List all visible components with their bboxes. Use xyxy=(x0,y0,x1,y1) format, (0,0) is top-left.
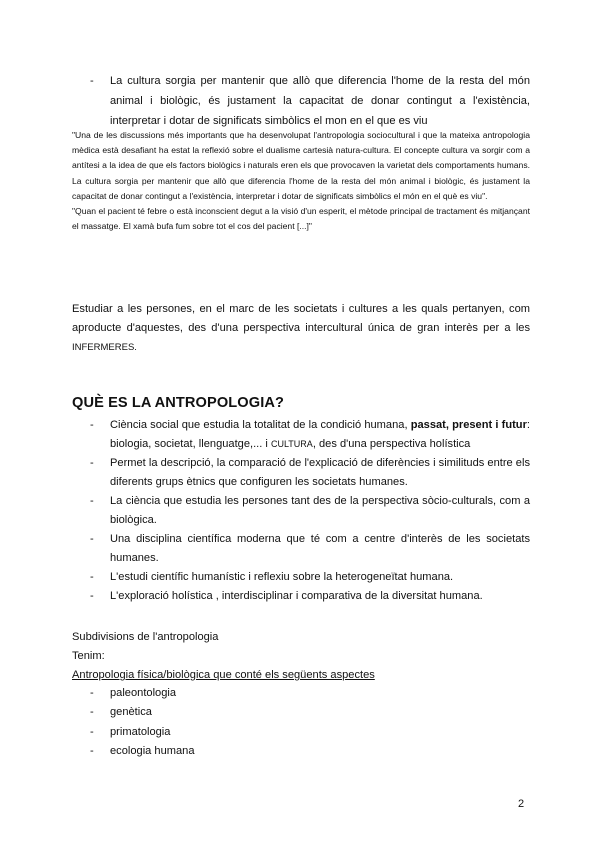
list-item xyxy=(90,568,530,587)
bullet-dash: - xyxy=(90,687,94,699)
definition-text: Permet la descripció, la comparació de l'explicació de diferències i similituds entre els diferents grups ètnics que configuren les societats humanes. xyxy=(110,457,530,488)
top-bullet-list xyxy=(90,71,530,131)
section-heading: QUÈ ES LA ANTROPOLOGIA? xyxy=(72,395,285,411)
subdivisions-title: Subdivisions de l'antropologia xyxy=(72,631,219,643)
definition-list xyxy=(90,416,530,606)
definition-text: , des d'una perspectiva holística xyxy=(312,438,471,450)
list-item xyxy=(90,703,195,722)
intro-text: Estudiar a les persones, en el marc de les societats i cultures a les quals pertanyen, com aproducte d'aquestes, des d'una perspectiva intercultural única de gran interès per a les xyxy=(72,303,530,334)
intro-paragraph xyxy=(72,300,530,357)
list-item xyxy=(90,684,195,703)
bullet-dash: - xyxy=(90,725,94,738)
list-item xyxy=(90,454,530,492)
list-item xyxy=(90,416,530,454)
subdivisions-section xyxy=(72,628,530,685)
list-item xyxy=(90,71,530,131)
bullet-text: La cultura sorgia per mantenir que allò que diferencia l'home de la resta del món animal i biològic, és justament la capacitat de donar contingut a l'existència, interpretar i dotar de significats simbòlics el mon en el que es viu xyxy=(110,75,530,127)
subdivisions-tenim: Tenim: xyxy=(72,650,105,662)
list-item xyxy=(90,723,195,742)
definition-caps: CULTURA xyxy=(270,439,313,449)
subdivision-item: primatologia xyxy=(110,725,171,738)
definition-bold: passat, present i futur xyxy=(410,419,527,431)
intro-emphasis: INFERMERES. xyxy=(72,342,137,353)
bullet-dash: - xyxy=(90,571,94,583)
subdivision-item: ecologia humana xyxy=(110,744,195,757)
list-item xyxy=(90,587,530,606)
bullet-dash: - xyxy=(90,744,94,757)
quote-paragraph: "Una de les discussions més importants que ha desenvolupat l'antropologia sociocultural i que la mateixa antropologia mèdica està desafiant ha estat la reflexió sobre el dualisme cartesià natura-cultura. El concepte cultura va sorgir com a antítesi a la idea de que els factors biològics i naturals eren els que provocaven la varietat dels comportaments humans. La cultura sorgia per mantenir que allò que diferencia l'home de la resta del món animal i biològic, és justament la capacitat de donar contingut a l'existència, interpretar i dotar de significats simbòlics el món en el què es viu". xyxy=(72,130,530,201)
bullet-dash: - xyxy=(90,457,94,469)
definition-text: Una disciplina científica moderna que té com a centre d'interès de les societats humanes. xyxy=(110,533,530,564)
definition-text: L'exploració holística , interdisciplinar i comparativa de la diversitat humana. xyxy=(110,590,483,602)
list-item xyxy=(90,530,530,568)
bullet-dash: - xyxy=(90,706,94,719)
definition-text: La ciència que estudia les persones tant des de la perspectiva sòcio-culturals, com a biològica. xyxy=(110,495,530,526)
bullet-dash: - xyxy=(90,495,94,507)
subdivision-items xyxy=(90,684,195,761)
subdivision-item: genètica xyxy=(110,706,152,719)
list-item xyxy=(90,742,195,761)
quote-block xyxy=(72,128,530,234)
definition-text: : biologia, societat, llenguatge,... i xyxy=(110,419,530,450)
definition-text: L'estudi científic humanístic i reflexiu sobre la heterogeneïtat humana. xyxy=(110,571,454,583)
definition-text: Ciència social que estudia la totalitat de la condició humana, xyxy=(110,419,411,431)
bullet-dash: - xyxy=(90,590,94,602)
list-item xyxy=(90,492,530,530)
subdivisions-branch: Antropologia física/biològica que conté els següents aspectes xyxy=(72,669,375,681)
page-number: 2 xyxy=(518,798,525,810)
bullet-dash: - xyxy=(90,419,94,431)
subdivision-item: paleontologia xyxy=(110,687,177,699)
bullet-dash: - xyxy=(90,533,94,545)
quote-paragraph: "Quan el pacient té febre o està inconscient degut a la visió d'un esperit, el mètode principal de tractament és mitjançant el massatge. El xamà bufa fum sobre tot el cos del pacient [...]" xyxy=(72,206,530,232)
bullet-dash: - xyxy=(90,75,94,87)
